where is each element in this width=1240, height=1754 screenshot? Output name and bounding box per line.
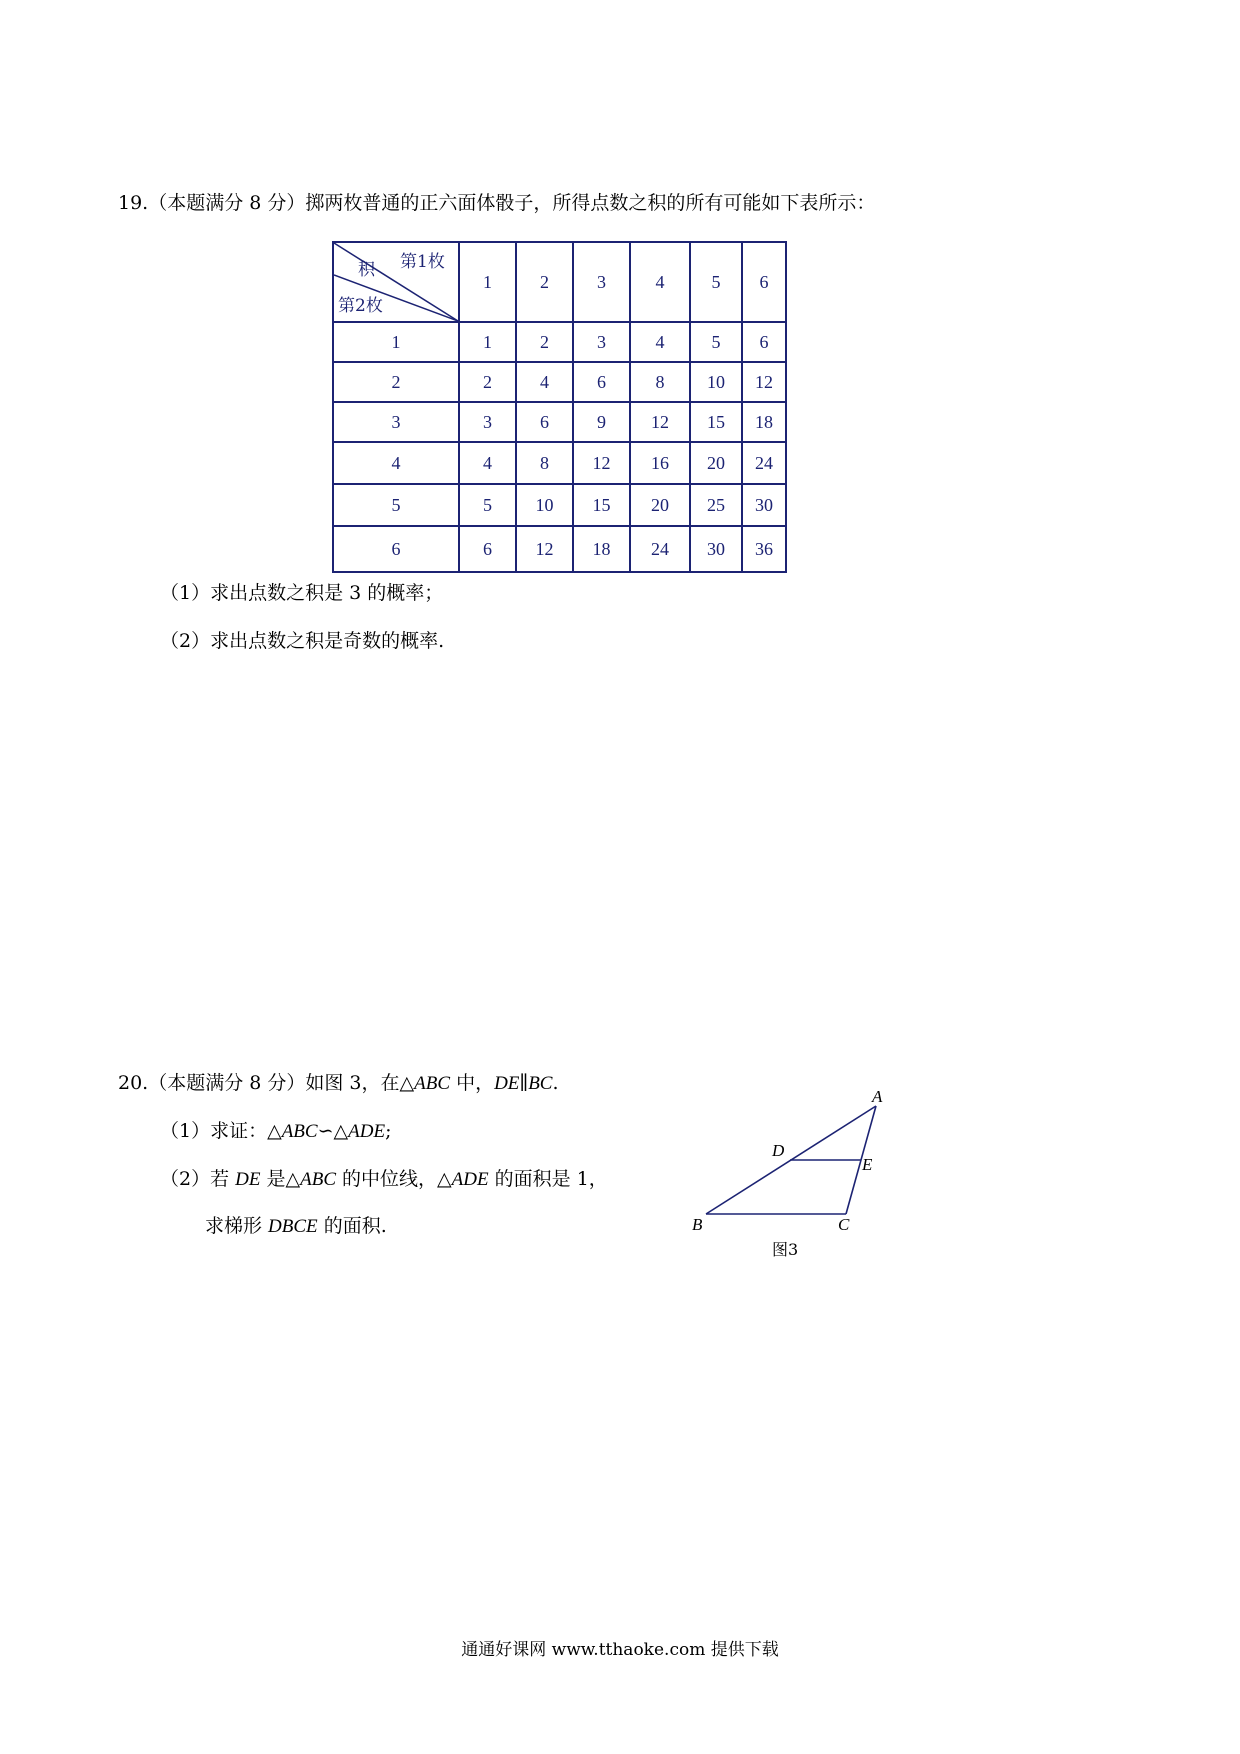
table-cell: 15 <box>690 402 742 442</box>
table-cell: 3 <box>459 402 516 442</box>
table-cell: 2 <box>459 362 516 402</box>
q20-part2 <box>160 1166 608 1193</box>
q19-part2: （2）求出点数之积是奇数的概率. <box>160 630 445 652</box>
table-cell: 4 <box>630 322 690 362</box>
q20-part2-text: （2）若 <box>160 1168 236 1190</box>
q19-text: 掷两枚普通的正六面体骰子，所得点数之积的所有可能如下表所示： <box>305 192 876 214</box>
row-header: 4 <box>333 442 459 484</box>
table-cell: 9 <box>573 402 630 442</box>
q20-points: （本题满分 8 分） <box>148 1072 306 1094</box>
table-cell: 6 <box>459 526 516 572</box>
math-segment-bc: BC <box>528 1073 553 1094</box>
math-triangle-ade: ADE <box>451 1169 489 1190</box>
q20-part2-text: 是△ <box>260 1168 301 1190</box>
table-cell: 8 <box>630 362 690 402</box>
row-header: 1 <box>333 322 459 362</box>
col-header: 2 <box>516 242 573 322</box>
table-row <box>333 526 786 572</box>
table-row <box>333 362 786 402</box>
q20-part2-text: 求梯形 <box>205 1215 269 1237</box>
q20-part1-text: ; <box>385 1120 392 1142</box>
table-corner-cell <box>333 242 459 322</box>
table-cell: 10 <box>690 362 742 402</box>
table-cell: 6 <box>516 402 573 442</box>
table-cell: 16 <box>630 442 690 484</box>
table-cell: 12 <box>516 526 573 572</box>
table-cell: 12 <box>573 442 630 484</box>
table-cell: 5 <box>690 322 742 362</box>
math-triangle-ade: ADE <box>348 1121 386 1142</box>
q19-points: （本题满分 8 分） <box>148 192 306 214</box>
table-cell: 24 <box>742 442 786 484</box>
vertex-label-e: E <box>862 1155 873 1174</box>
col-header: 5 <box>690 242 742 322</box>
row-header: 6 <box>333 526 459 572</box>
q20-intro-text: 如图 3，在△ <box>305 1072 415 1094</box>
parallel-symbol: ∥ <box>519 1072 529 1094</box>
vertex-label-d: D <box>772 1141 785 1160</box>
corner-label-second: 第2枚 <box>338 296 383 316</box>
row-header: 3 <box>333 402 459 442</box>
table-cell: 6 <box>573 362 630 402</box>
table-cell: 15 <box>573 484 630 526</box>
dice-product-table <box>332 241 787 573</box>
table-cell: 30 <box>690 526 742 572</box>
figure-caption: 图3 <box>772 1240 799 1259</box>
table-cell: 3 <box>573 322 630 362</box>
table-cell: 4 <box>459 442 516 484</box>
table-cell: 4 <box>516 362 573 402</box>
table-cell: 18 <box>573 526 630 572</box>
table-cell: 8 <box>516 442 573 484</box>
math-segment-de: DE <box>494 1073 520 1094</box>
table-cell: 24 <box>630 526 690 572</box>
math-trapezoid-dbce: DBCE <box>268 1216 318 1237</box>
table-cell: 6 <box>742 322 786 362</box>
col-header: 6 <box>742 242 786 322</box>
table-cell: 20 <box>630 484 690 526</box>
q19-part1: （1）求出点数之积是 3 的概率； <box>160 582 444 604</box>
similar-symbol: ∽△ <box>317 1120 349 1142</box>
vertex-label-c: C <box>838 1215 850 1234</box>
col-header: 3 <box>573 242 630 322</box>
table-cell: 20 <box>690 442 742 484</box>
math-triangle-abc: ABC <box>414 1073 451 1094</box>
col-header: 1 <box>459 242 516 322</box>
page-footer: 通通好课网 www.tthaoke.com 提供下载 <box>461 1640 779 1660</box>
q20-part2-text: 的面积是 1， <box>488 1168 608 1190</box>
q19-stem <box>118 190 875 216</box>
table-header-row <box>333 242 786 322</box>
math-triangle-abc: ABC <box>300 1169 337 1190</box>
q20-part2-text: 的面积. <box>317 1215 387 1237</box>
q20-part1-text: （1）求证：△ <box>160 1120 282 1142</box>
table-row <box>333 442 786 484</box>
q19-number: 19. <box>118 192 149 214</box>
table-row <box>333 484 786 526</box>
row-header: 2 <box>333 362 459 402</box>
table-row <box>333 402 786 442</box>
q20-number: 20. <box>118 1072 149 1094</box>
table-cell: 1 <box>459 322 516 362</box>
table-cell: 18 <box>742 402 786 442</box>
figure-3-triangle <box>690 1090 910 1265</box>
q20-stem <box>118 1070 559 1097</box>
math-segment-de: DE <box>235 1169 261 1190</box>
math-triangle-abc: ABC <box>281 1121 318 1142</box>
vertex-label-a: A <box>872 1090 883 1106</box>
table-cell: 12 <box>742 362 786 402</box>
table-row <box>333 322 786 362</box>
table-cell: 36 <box>742 526 786 572</box>
corner-label-product: 积 <box>358 260 375 280</box>
row-header: 5 <box>333 484 459 526</box>
q20-part2-text: 的中位线，△ <box>336 1168 452 1190</box>
q20-intro-text: 中， <box>450 1072 495 1094</box>
table-cell: 10 <box>516 484 573 526</box>
col-header: 4 <box>630 242 690 322</box>
vertex-label-b: B <box>692 1215 703 1234</box>
table-cell: 12 <box>630 402 690 442</box>
table-cell: 5 <box>459 484 516 526</box>
table-cell: 30 <box>742 484 786 526</box>
q20-part2-continued <box>205 1213 387 1240</box>
corner-label-first: 第1枚 <box>400 252 445 272</box>
table-cell: 2 <box>516 322 573 362</box>
q20-intro-text: . <box>552 1072 559 1094</box>
table-cell: 25 <box>690 484 742 526</box>
q20-part1 <box>160 1118 391 1145</box>
